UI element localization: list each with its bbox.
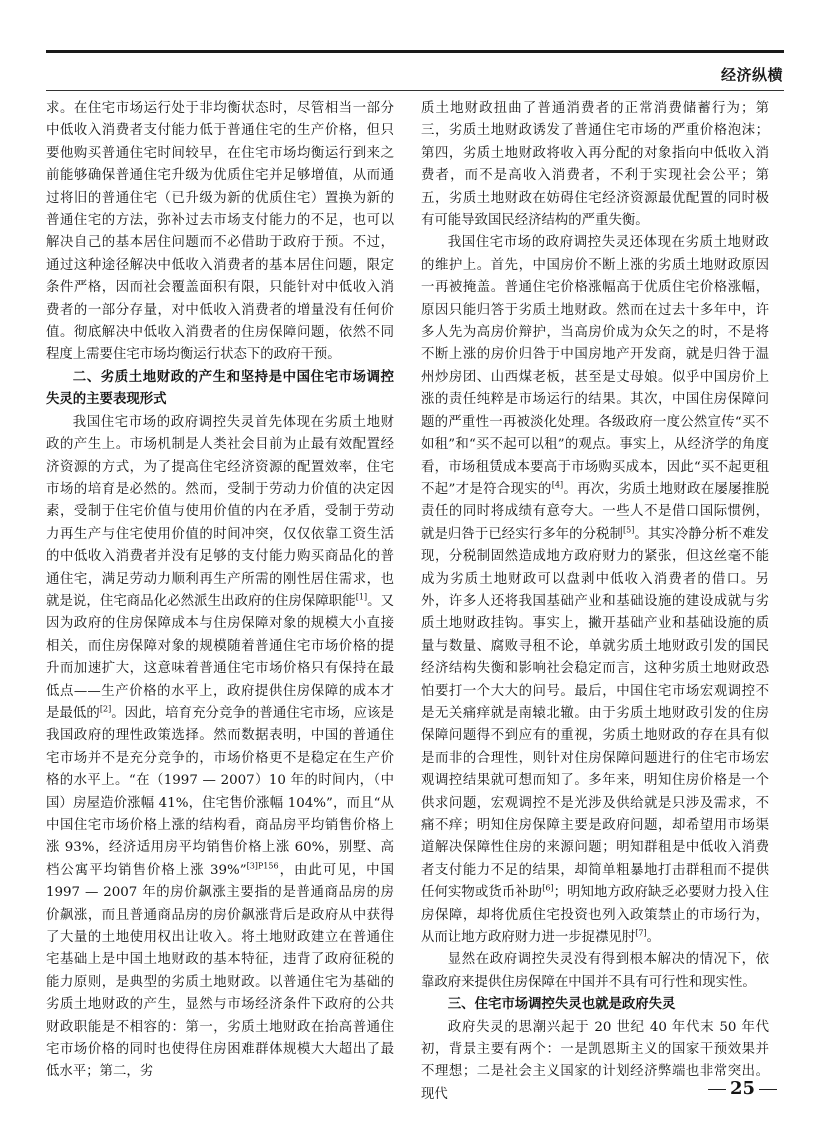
dash-right	[759, 1089, 777, 1090]
top-rule	[46, 50, 784, 53]
citation-ref: [1]	[355, 592, 368, 602]
citation-ref: [7]	[635, 928, 647, 938]
dash-left	[708, 1089, 726, 1090]
paragraph-government-failure: 政府失灵的思潮兴起于 20 世纪 40 年代末 50 年代初，背景主要有两个：一是凯恩斯主义的国家干预效果并不理想；二是社会主义国家的计划经济弊端也非常突出。现代	[421, 1019, 769, 1102]
right-column	[421, 98, 769, 1106]
section-heading-2: 二、劣质土地财政的产生和坚持是中国住宅市场调控失灵的主要表现形式	[46, 369, 394, 408]
section-title: 经济纵横	[720, 66, 783, 84]
paragraph-land-finance-origin	[46, 412, 394, 1084]
section-heading-3: 三、住宅市场调控失灵也就是政府失灵	[447, 997, 676, 1013]
text-run: 。	[646, 930, 660, 946]
text-run: 。再次，劣质土地财政在屡屡推脱责任的同时将成绩有意夸大。一些人不是借口国际惯例，就是归咎于已经实行多年的分税制	[421, 481, 769, 542]
text-run: 我国住宅市场的政府调控失灵还体现在劣质土地财政的维护上。首先，中国房价不断上涨的劣质土地财政原因一再被掩盖。普通住宅价格涨幅高于优质住宅价格涨幅，原因只能归答于劣质土地财政。然而在过去十多年中，许多人先为高房价辩护，当高房价成为众矢之的时，不是将不断上涨的房价归咎于中国房地产开发商，就是归咎于温州炒房团、山西煤老板，甚至是丈母娘。似乎中国房价上涨的责任纯粹是市场运行的结果。其次，中国住房保障问题的严重性一再被淡化处理。各级政府一度公然宣传“买不如租”和“买不起可以租”的观点。事实上，从经济学的角度看，市场租赁成本要高于市场购买成本，因此“买不起更租不起”才是符合现实的	[421, 235, 769, 497]
page-number-text: 25	[729, 1078, 755, 1099]
citation-ref: [3]P156	[246, 861, 279, 871]
citation-ref: [4]	[551, 480, 564, 490]
paragraph-land-finance-maintenance	[421, 232, 769, 949]
text-run: 。因此，培育充分竞争的普通住宅市场，应该是我国政府的理性政策选择。然而数据表明，中国的普通住宅市场并不是充分竞争的，市场价格更不是稳定在生产价格的水平上。“在（1997 — 2007）10 年的时间内，（中国）房屋造价涨幅 41%，住宅售价涨幅 104%”，而且“从中国住宅市场价格上涨的结构看，商品房平均销售价格上涨 93%，经济适用房平均销售价格上涨 60%，别墅、高档公寓平均销售价格上涨 39%”	[46, 705, 395, 878]
citation-ref: [5]	[623, 525, 635, 535]
paragraph-continued: 质土地财政扭曲了普通消费者的正常消费储蓄行为；第三，劣质土地财政诱发了普通住宅市场的严重价格泡沫；第四，劣质土地财政将收入再分配的对象指向中低收入消费者，而不是高收入消费者，不利于实现社会公平；第五，劣质土地财政在妨碍住宅经济资源最优配置的同时极有可能导致国民经济结构的严重失衡。	[421, 101, 769, 229]
text-run: ；明知地方政府缺乏必要财力投入住房保障，却将优质住宅投资也列入政策禁止的市场行为，从而让地方政府财力进一步捉襟见肘	[421, 885, 770, 946]
left-column	[46, 98, 394, 1084]
citation-ref: [6]	[542, 883, 554, 893]
header-rule	[46, 90, 784, 91]
text-run: ，由此可见，中国 1997 — 2007 年的房价飙涨主要指的是普通商品房的房价飙涨，而且普通商品房的房价飙涨背后是政府从中获得了大量的土地使用权出让收入。将土地财政建立在普通住宅基础上是中国土地财政的基本特征，违背了政府征税的能力原则，是典型的劣质土地财政。以普通住宅为基础的劣质土地财政的产生，显然与市场经济条件下政府的公共财政职能是不相容的：第一，劣质土地财政在抬高普通住宅市场价格的同时也使得住房困难群体规模大大超出了最低水平；第二，劣	[46, 862, 394, 1080]
text-run: 。其实冷静分析不难发现，分税制固然造成地方政府财力的紧张，但这丝毫不能成为劣质土地财政可以盘剥中低收入消费者的借口。另外，许多人还将我国基础产业和基础设施的建设成就与劣质土地财政挂钩。事实上，撇开基础产业和基础设施的质量与数量、腐败寻租不论，单就劣质土地财政引发的国民经济结构失衡和影响社会稳定而言，这种劣质土地财政恐怕要打一个大大的问号。最后，中国住宅市场宏观调控不是无关痛痒就是南辕北辙。由于劣质土地财政引发的住房保障问题得不到应有的重视，劣质土地财政的存在具有似是而非的合理性，则针对住房保障问题进行的住宅市场宏观调控结果就可想而知了。多年来，明知住房价格是一个供求问题，宏观调控不是光涉及供给就是只涉及需求，不痛不痒；明知住房保障主要是政府问题，却希望用市场渠道解决保障性住房的来源问题；明知群租是中低收入消费者支付能力不足的结果，却简单粗暴地打击群租而不提供任何实物或货币补助	[421, 526, 770, 901]
text-run: 。又因为政府的住房保障成本与住房保障对象的规模大小直接相关，而住房保障对象的规模随着普通住宅市场价格的提升而加速扩大，这意味着普通住宅市场价格只有保持在最低点——生产价格的水平上，政府提供住房保障的成本才是最低的	[46, 593, 395, 721]
paragraph-conclusion: 显然在政府调控失灵没有得到根本解决的情况下，依靠政府来提供住房保障在中国并不具有可行性和现实性。	[421, 952, 769, 990]
page-number	[704, 1078, 781, 1099]
citation-ref: [2]	[99, 704, 112, 714]
paragraph-continued: 求。在住宅市场运行处于非均衡状态时，尽管相当一部分中低收入消费者支付能力低于普通住宅的生产价格，但只要他购买普通住宅时间较早，在住宅市场均衡运行到来之前能够确保普通住宅升级为优质住宅并足够增值，从而通过将旧的普通住宅（已升级为新的优质住宅）置换为新的普通住宅的方法，弥补过去市场支付能力的不足，也可以解决自己的基本居住问题而不必借助于政府于预。不过，通过这种途径解决中低收入消费者的基本居住问题，限定条件严格，因而社会覆盖面积有限，只能针对中低收入消费者的一部分存量，对中低收入消费者的增量没有任何价值。彻底解决中低收入消费者的住房保障问题，依然不同程度上需要住宅市场均衡运行状态下的政府干预。	[46, 101, 394, 363]
text-run: 我国住宅市场的政府调控失灵首先体现在劣质土地财政的产生上。市场机制是人类社会目前为止最有效配置经济资源的方式，为了提高住宅经济资源的配置效率，住宅市场的培育是必然的。然而，受制于劳动力价值的决定因素，受制于住宅价值与使用价值的内在矛盾，受制于劳动力再生产与住宅使用价值的时间冲突，仅仅依靠工资生活的中低收入消费者并没有足够的支付能力购买商品化的普通住宅，满足劳动力顺利再生产所需的刚性居住需求，也就是说，住宅商品化必然派生出政府的住房保障职能	[46, 414, 394, 609]
